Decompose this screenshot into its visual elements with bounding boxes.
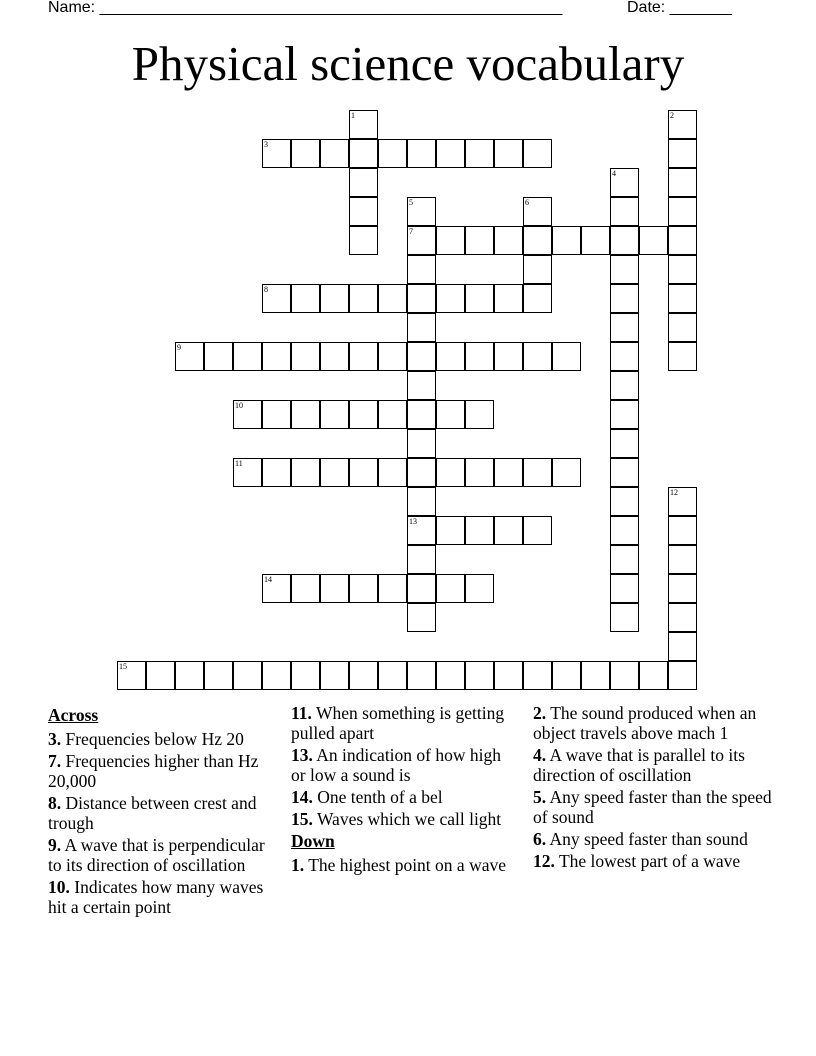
crossword-cell[interactable]: [523, 226, 552, 255]
crossword-cell[interactable]: [407, 400, 436, 429]
clue-text: Frequencies higher than Hz 20,000: [48, 751, 259, 791]
crossword-cell[interactable]: [262, 458, 291, 487]
clue-column-1: [48, 703, 276, 919]
crossword-cell[interactable]: [204, 342, 233, 371]
crossword-cell[interactable]: [407, 545, 436, 574]
cell-number: 6: [525, 198, 529, 207]
crossword-cell[interactable]: [610, 516, 639, 545]
clue-text: When something is getting pulled apart: [291, 703, 505, 743]
cell-number: 1: [351, 111, 355, 120]
crossword-cell[interactable]: [320, 139, 349, 168]
crossword-cell[interactable]: [668, 545, 697, 574]
clue-number: 2.: [533, 703, 547, 723]
down-heading: Down: [291, 831, 335, 851]
cell-number: 14: [264, 575, 272, 584]
cell-number: 11: [235, 459, 243, 468]
crossword-cell[interactable]: [610, 661, 639, 690]
crossword-cell[interactable]: [523, 661, 552, 690]
crossword-cell[interactable]: [291, 139, 320, 168]
crossword-cell[interactable]: [378, 400, 407, 429]
crossword-cell[interactable]: [581, 661, 610, 690]
date-blank-line: _______: [669, 0, 732, 16]
crossword-cell[interactable]: [291, 458, 320, 487]
crossword-cell[interactable]: [407, 197, 436, 226]
crossword-cell[interactable]: [407, 574, 436, 603]
clue-number: 8.: [48, 793, 62, 813]
crossword-cell[interactable]: [262, 661, 291, 690]
crossword-cell[interactable]: [610, 284, 639, 313]
crossword-cell[interactable]: [233, 400, 262, 429]
crossword-cell[interactable]: [465, 516, 494, 545]
crossword-cell[interactable]: [407, 139, 436, 168]
crossword-cell[interactable]: [494, 284, 523, 313]
crossword-cell[interactable]: [610, 342, 639, 371]
crossword-cell[interactable]: [407, 487, 436, 516]
crossword-cell[interactable]: [668, 110, 697, 139]
down-clue-5: [533, 787, 773, 827]
crossword-cell[interactable]: [552, 226, 581, 255]
crossword-cell[interactable]: [349, 226, 378, 255]
crossword-cell[interactable]: [349, 139, 378, 168]
crossword-cell[interactable]: [436, 516, 465, 545]
crossword-cell[interactable]: [349, 110, 378, 139]
cell-number: 12: [670, 488, 678, 497]
crossword-cell[interactable]: [407, 284, 436, 313]
crossword-cell[interactable]: [465, 139, 494, 168]
crossword-cell[interactable]: [407, 516, 436, 545]
crossword-cell[interactable]: [523, 197, 552, 226]
crossword-cell[interactable]: [378, 661, 407, 690]
crossword-cell[interactable]: [262, 574, 291, 603]
crossword-cell[interactable]: [494, 226, 523, 255]
crossword-cell[interactable]: [349, 458, 378, 487]
clue-text: The sound produced when an object travels above mach 1: [533, 703, 757, 743]
name-label: Name:: [48, 0, 96, 16]
crossword-cell[interactable]: [407, 226, 436, 255]
crossword-cell[interactable]: [668, 139, 697, 168]
crossword-cell[interactable]: [610, 168, 639, 197]
crossword-cell[interactable]: [610, 400, 639, 429]
crossword-cell[interactable]: [349, 661, 378, 690]
crossword-cell[interactable]: [668, 168, 697, 197]
name-blank-line: ____________________________________________________: [99, 0, 563, 16]
crossword-cell[interactable]: [436, 458, 465, 487]
clue-column-2: [291, 703, 513, 877]
cell-number: 7: [409, 227, 413, 236]
crossword-cell[interactable]: [494, 458, 523, 487]
cell-number: 10: [235, 401, 243, 410]
crossword-cell[interactable]: [465, 342, 494, 371]
across-clue-10: [48, 877, 276, 917]
cell-number: 8: [264, 285, 268, 294]
crossword-cell[interactable]: [523, 139, 552, 168]
crossword-cell[interactable]: [610, 313, 639, 342]
crossword-cell[interactable]: [436, 574, 465, 603]
clue-text: The highest point on a wave: [308, 855, 506, 875]
crossword-cell[interactable]: [349, 574, 378, 603]
cell-number: 13: [409, 517, 417, 526]
page-title: Physical science vocabulary: [131, 36, 685, 91]
crossword-cell[interactable]: [610, 545, 639, 574]
crossword-cell[interactable]: [465, 458, 494, 487]
crossword-cell[interactable]: [291, 574, 320, 603]
crossword-cell[interactable]: [407, 342, 436, 371]
down-clue-2: [533, 703, 773, 743]
clue-number: 10.: [48, 877, 70, 897]
clue-number: 9.: [48, 835, 62, 855]
clue-text: One tenth of a bel: [317, 787, 443, 807]
across-clue-7: [48, 751, 276, 791]
across-clue-9: [48, 835, 276, 875]
clue-number: 5.: [533, 787, 547, 807]
crossword-cell[interactable]: [668, 197, 697, 226]
crossword-cell[interactable]: [436, 661, 465, 690]
crossword-cell[interactable]: [146, 661, 175, 690]
crossword-cell[interactable]: [610, 371, 639, 400]
crossword-cell[interactable]: [320, 458, 349, 487]
crossword-cell[interactable]: [262, 139, 291, 168]
across-clue-11: [291, 703, 513, 743]
crossword-cell[interactable]: [494, 342, 523, 371]
clue-text: Indicates how many waves hit a certain point: [48, 877, 264, 917]
clue-text: An indication of how high or low a sound is: [291, 745, 501, 785]
crossword-cell[interactable]: [436, 226, 465, 255]
crossword-cell[interactable]: [349, 168, 378, 197]
clue-number: 1.: [291, 855, 305, 875]
crossword-cell[interactable]: [407, 603, 436, 632]
crossword-cell[interactable]: [610, 226, 639, 255]
crossword-cell[interactable]: [262, 342, 291, 371]
crossword-cell[interactable]: [436, 400, 465, 429]
crossword-cell[interactable]: [262, 400, 291, 429]
crossword-cell[interactable]: [610, 574, 639, 603]
crossword-cell[interactable]: [262, 284, 291, 313]
cell-number: 15: [119, 662, 127, 671]
crossword-cell[interactable]: [668, 487, 697, 516]
crossword-cell[interactable]: [465, 400, 494, 429]
crossword-cell[interactable]: [320, 661, 349, 690]
clue-number: 14.: [291, 787, 313, 807]
crossword-cell[interactable]: [465, 661, 494, 690]
crossword-cell[interactable]: [552, 342, 581, 371]
crossword-cell[interactable]: [523, 284, 552, 313]
crossword-cell[interactable]: [378, 284, 407, 313]
crossword-cell[interactable]: [465, 574, 494, 603]
crossword-cell[interactable]: [639, 661, 668, 690]
crossword-cell[interactable]: [610, 603, 639, 632]
cell-number: 3: [264, 140, 268, 149]
across-clue-14: [291, 787, 513, 807]
down-clue-4: [533, 745, 773, 785]
clue-text: Waves which we call light: [316, 809, 502, 829]
across-clue-13: [291, 745, 513, 785]
crossword-cell[interactable]: [668, 313, 697, 342]
across-heading: Across: [48, 705, 99, 725]
crossword-cell[interactable]: [407, 255, 436, 284]
crossword-cell[interactable]: [494, 139, 523, 168]
crossword-cell[interactable]: [552, 458, 581, 487]
crossword-cell[interactable]: [233, 458, 262, 487]
crossword-cell[interactable]: [291, 661, 320, 690]
crossword-cell[interactable]: [436, 284, 465, 313]
crossword-cell[interactable]: [320, 342, 349, 371]
crossword-cell[interactable]: [320, 574, 349, 603]
clue-text: Distance between crest and trough: [48, 793, 257, 833]
across-clue-15: [291, 809, 513, 829]
crossword-cell[interactable]: [523, 458, 552, 487]
crossword-cell[interactable]: [610, 255, 639, 284]
crossword-cell[interactable]: [378, 458, 407, 487]
crossword-cell[interactable]: [204, 661, 233, 690]
clue-number: 4.: [533, 745, 547, 765]
cell-number: 9: [177, 343, 181, 352]
cell-number: 4: [612, 169, 616, 178]
crossword-cell[interactable]: [407, 429, 436, 458]
crossword-cell[interactable]: [407, 458, 436, 487]
crossword-cell[interactable]: [175, 661, 204, 690]
crossword-cell[interactable]: [610, 458, 639, 487]
crossword-cell[interactable]: [407, 371, 436, 400]
down-clue-12: [533, 851, 773, 871]
crossword-cell[interactable]: [291, 400, 320, 429]
crossword-cell[interactable]: [175, 342, 204, 371]
crossword-cell[interactable]: [523, 255, 552, 284]
clue-text: A wave that is perpendicular to its direction of oscillation: [48, 835, 265, 875]
crossword-cell[interactable]: [581, 226, 610, 255]
crossword-cell[interactable]: [668, 516, 697, 545]
clue-number: 3.: [48, 729, 62, 749]
crossword-cell[interactable]: [523, 342, 552, 371]
crossword-cell[interactable]: [552, 661, 581, 690]
crossword-cell[interactable]: [291, 342, 320, 371]
clue-text: Frequencies below Hz 20: [65, 729, 244, 749]
crossword-cell[interactable]: [523, 516, 552, 545]
clue-number: 7.: [48, 751, 62, 771]
crossword-cell[interactable]: [668, 284, 697, 313]
crossword-cell[interactable]: [494, 516, 523, 545]
crossword-cell[interactable]: [407, 661, 436, 690]
crossword-cell[interactable]: [349, 400, 378, 429]
crossword-cell[interactable]: [465, 226, 494, 255]
crossword-cell[interactable]: [436, 139, 465, 168]
clue-column-3: [533, 703, 773, 873]
crossword-cell[interactable]: [233, 342, 262, 371]
crossword-cell[interactable]: [465, 284, 494, 313]
crossword-cell[interactable]: [668, 661, 697, 690]
clue-number: 15.: [291, 809, 313, 829]
crossword-cell[interactable]: [378, 574, 407, 603]
crossword-cell[interactable]: [349, 342, 378, 371]
clue-number: 11.: [291, 703, 312, 723]
clue-text: A wave that is parallel to its direction of oscillation: [533, 745, 745, 785]
crossword-cell[interactable]: [378, 139, 407, 168]
crossword-cell[interactable]: [668, 574, 697, 603]
down-clue-1: [291, 855, 513, 875]
crossword-cell[interactable]: [610, 197, 639, 226]
across-clue-8: [48, 793, 276, 833]
crossword-cell[interactable]: [436, 342, 465, 371]
clue-number: 12.: [533, 851, 555, 871]
date-label: Date:: [627, 0, 666, 16]
crossword-cell[interactable]: [494, 661, 523, 690]
clue-text: Any speed faster than sound: [549, 829, 748, 849]
crossword-cell[interactable]: [610, 429, 639, 458]
cell-number: 2: [670, 111, 674, 120]
crossword-cell[interactable]: [610, 487, 639, 516]
crossword-cell[interactable]: [320, 284, 349, 313]
crossword-cell[interactable]: [233, 661, 262, 690]
down-clue-6: [533, 829, 773, 849]
clue-number: 13.: [291, 745, 313, 765]
crossword-cell[interactable]: [668, 255, 697, 284]
crossword-cell[interactable]: [668, 603, 697, 632]
across-clue-3: [48, 729, 276, 749]
crossword-cell[interactable]: [291, 284, 320, 313]
cell-number: 5: [409, 198, 413, 207]
crossword-cell[interactable]: [117, 661, 146, 690]
crossword-cell[interactable]: [320, 400, 349, 429]
clue-number: 6.: [533, 829, 547, 849]
clue-text: Any speed faster than the speed of sound: [533, 787, 772, 827]
crossword-cell[interactable]: [407, 313, 436, 342]
crossword-cell[interactable]: [668, 226, 697, 255]
crossword-cell[interactable]: [378, 342, 407, 371]
clue-text: The lowest part of a wave: [558, 851, 741, 871]
crossword-cell[interactable]: [668, 342, 697, 371]
crossword-cell[interactable]: [349, 197, 378, 226]
crossword-cell[interactable]: [349, 284, 378, 313]
crossword-cell[interactable]: [668, 632, 697, 661]
crossword-cell[interactable]: [639, 226, 668, 255]
